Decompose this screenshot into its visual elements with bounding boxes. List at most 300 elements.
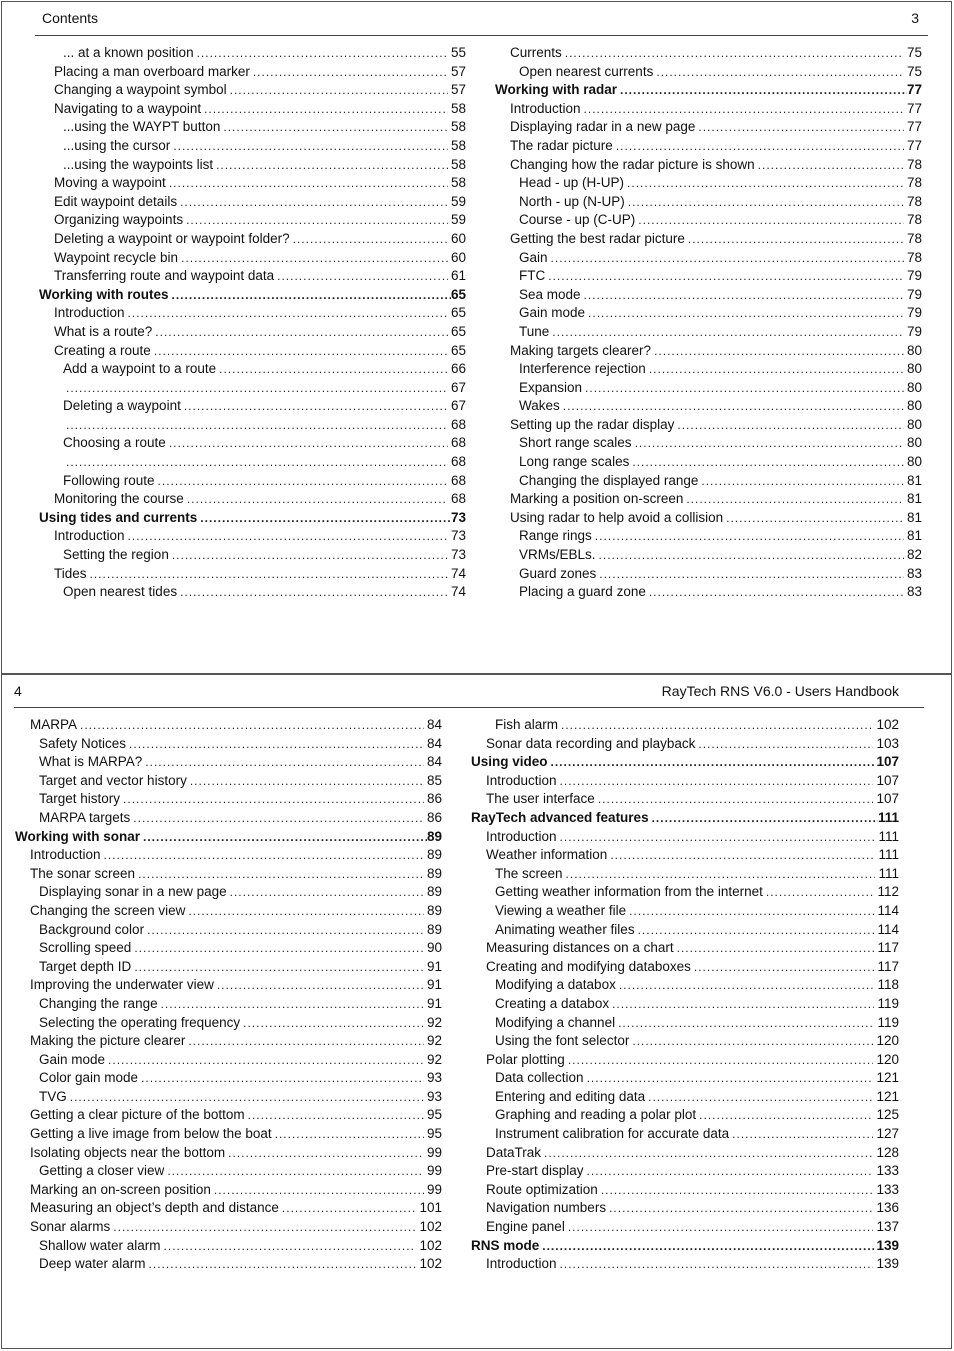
toc-entry-page: 133 (876, 1181, 899, 1197)
toc-entry-page: 95 (426, 1107, 442, 1123)
toc-entry (495, 287, 922, 306)
toc-entry-page: 80 (906, 361, 922, 377)
toc-entry-page: 92 (426, 1033, 442, 1049)
toc-entry (15, 810, 442, 829)
toc-entry (495, 231, 922, 250)
toc-entry (471, 866, 899, 885)
toc-entry-title: ...using the cursor (63, 137, 171, 153)
toc-entry (15, 791, 442, 810)
toc-entry (471, 1089, 899, 1108)
dot-leader (108, 1053, 424, 1067)
toc-entry (495, 64, 922, 83)
toc-entry-title: Safety Notices (39, 735, 127, 751)
dot-leader (766, 885, 875, 899)
toc-entry-title: ... at a known position (63, 45, 194, 60)
toc-entry-title: Wakes (519, 398, 560, 414)
toc-entry-page: 91 (426, 995, 442, 1011)
toc-entry (39, 454, 466, 473)
toc-entry (471, 884, 899, 903)
toc-entry-page: 102 (419, 1256, 442, 1272)
toc-entry-title: Instrument calibration for accurate data (495, 1126, 730, 1142)
toc-chapter-entry (15, 829, 442, 848)
dot-leader (654, 344, 904, 358)
dot-leader (155, 325, 448, 339)
toc-entry-page: 114 (877, 902, 899, 918)
toc-entry-title: Target and vector history (39, 772, 187, 788)
toc-entry-title: Moving a waypoint (54, 175, 166, 191)
toc-chapter-entry (39, 510, 466, 529)
toc-entry-page: 120 (876, 1033, 899, 1049)
toc-entry (15, 1238, 442, 1257)
toc-entry-page: 117 (877, 940, 899, 956)
toc-entry-page: 128 (876, 1144, 899, 1160)
toc-entry-page: 90 (426, 940, 442, 956)
toc-entry-page: 58 (450, 119, 466, 135)
toc-entry-page: 80 (906, 342, 922, 358)
dot-leader (638, 923, 875, 937)
toc-entry-page: 111 (878, 865, 899, 881)
toc-entry (15, 754, 442, 773)
toc-entry-title: Creating a databox (495, 995, 610, 1011)
toc-entry (39, 119, 466, 138)
toc-entry (39, 101, 466, 120)
dot-leader (628, 195, 904, 209)
toc-entry-page: 102 (419, 1237, 442, 1253)
toc-entry-page: 67 (450, 398, 466, 414)
toc-entry-page: 65 (450, 323, 466, 339)
toc-entry-page: 65 (450, 286, 466, 302)
toc-entry (15, 940, 442, 959)
dot-leader (138, 867, 424, 881)
toc-entry-title: Organizing waypoints (54, 212, 184, 228)
toc-entry-page: 102 (876, 717, 899, 732)
toc-entry-title: Sonar data recording and playback (486, 735, 696, 751)
toc-entry (495, 268, 922, 287)
dot-leader (699, 1108, 873, 1122)
toc-entry-page: 73 (450, 528, 466, 544)
toc-entry (471, 717, 899, 736)
dot-leader (167, 1164, 424, 1178)
dot-leader (609, 1201, 873, 1215)
dot-leader (584, 102, 904, 116)
dot-leader (656, 65, 904, 79)
toc-entry (15, 1163, 442, 1182)
toc-entry-title: Viewing a weather file (495, 902, 627, 918)
dot-leader (561, 718, 873, 732)
toc-entry-title: Deleting a waypoint or waypoint folder? (54, 230, 290, 246)
dot-leader (172, 288, 451, 302)
toc-entry (471, 977, 899, 996)
dot-leader (548, 269, 904, 283)
toc-entry (495, 175, 922, 194)
toc-entry (471, 1126, 899, 1145)
dot-leader (180, 585, 448, 599)
toc-entry-page: 86 (426, 809, 442, 825)
toc-entry-page: 114 (877, 921, 899, 937)
toc-entry-title: North - up (N-UP) (519, 193, 625, 209)
toc-entry (495, 250, 922, 269)
dot-leader (619, 978, 875, 992)
toc-entry (39, 45, 466, 64)
toc-entry-title: Open nearest currents (519, 63, 654, 79)
toc-entry-title: FTC (519, 268, 546, 284)
toc-entry-page: 125 (876, 1107, 899, 1123)
toc-entry (495, 435, 922, 454)
toc-entry-title: Changing the screen view (30, 902, 186, 918)
toc-entry-page: 60 (450, 249, 466, 265)
toc-entry-title: Color gain mode (39, 1070, 139, 1086)
dot-leader (649, 585, 904, 599)
toc-entry-page: 67 (450, 379, 466, 395)
toc-entry (15, 1219, 442, 1238)
toc-entry (39, 417, 466, 436)
toc-column-left (15, 717, 442, 1275)
toc-entry-page: 68 (450, 416, 466, 432)
dot-leader (677, 941, 875, 955)
toc-entry-page: 66 (450, 361, 466, 377)
toc-entry (39, 566, 466, 585)
toc-entry-page: 74 (450, 584, 466, 600)
toc-entry-title: Using the font selector (495, 1033, 630, 1049)
dot-leader (248, 1108, 424, 1122)
dot-leader (584, 288, 904, 302)
dot-leader (66, 381, 448, 395)
toc-entry-page: 68 (450, 472, 466, 488)
toc-entry-title: Entering and editing data (495, 1088, 646, 1104)
toc-entry-title: Setting up the radar display (510, 416, 675, 432)
toc-entry (471, 996, 899, 1015)
toc-entry (495, 547, 922, 566)
toc-entry (495, 138, 922, 157)
toc-entry (471, 959, 899, 978)
dot-leader (598, 792, 874, 806)
dot-leader (587, 1071, 874, 1085)
dot-leader (629, 904, 874, 918)
dot-leader (698, 737, 873, 751)
toc-entry (39, 473, 466, 492)
dot-leader (147, 923, 424, 937)
dot-leader (190, 774, 424, 788)
toc-entry-title: Tune (519, 323, 550, 339)
toc-entry-page: 75 (906, 63, 922, 79)
toc-entry-page: 80 (906, 398, 922, 414)
toc-entry-page: 89 (426, 847, 442, 863)
dot-leader (587, 1164, 874, 1178)
toc-entry-title: Gain mode (519, 305, 586, 321)
toc-entry-page: 120 (876, 1051, 899, 1067)
toc-entry (39, 268, 466, 287)
dot-leader (134, 960, 424, 974)
toc-entry-page: 92 (426, 1014, 442, 1030)
toc-entry-page: 117 (877, 958, 899, 974)
toc-chapter-entry (471, 754, 899, 773)
toc-entry (15, 1145, 442, 1164)
toc-entry-title: Working with radar (495, 82, 618, 98)
toc-entry (39, 528, 466, 547)
toc-entry (15, 1107, 442, 1126)
dot-leader (275, 1127, 424, 1141)
toc-entry-page: 60 (450, 230, 466, 246)
dot-leader (164, 1239, 417, 1253)
dot-leader (588, 306, 904, 320)
toc-entry (15, 866, 442, 885)
toc-entry-title: Guard zones (519, 565, 597, 581)
toc-entry-page: 93 (426, 1070, 442, 1086)
dot-leader (632, 1034, 873, 1048)
dot-leader (113, 1220, 416, 1234)
toc-entry (39, 231, 466, 250)
header-page-number: 3 (911, 10, 919, 26)
dot-leader (223, 120, 448, 134)
dot-leader (216, 158, 448, 172)
toc-entry-title: Pre-start display (486, 1163, 584, 1179)
toc-entry-title: Getting a live image from below the boat (30, 1126, 272, 1142)
toc-entry-title: TVG (39, 1088, 67, 1104)
dot-leader (610, 848, 875, 862)
toc-entry-page: 68 (450, 454, 466, 470)
toc-entry-page: 83 (906, 584, 922, 600)
dot-leader (70, 1090, 424, 1104)
toc-entry-title: Graphing and reading a polar plot (495, 1107, 697, 1123)
toc-entry-page: 137 (876, 1219, 899, 1235)
toc-entry-title: Open nearest tides (63, 584, 178, 600)
toc-entry-title: Marking a position on-screen (510, 491, 684, 507)
toc-entry (495, 305, 922, 324)
toc-entry-title: Range rings (519, 528, 592, 544)
toc-entry-page: 91 (426, 977, 442, 993)
toc-entry-page: 81 (906, 528, 922, 544)
toc-entry-title: Gain mode (39, 1051, 106, 1067)
toc-entry-title: Changing the range (39, 995, 158, 1011)
toc-entry-page: 127 (876, 1126, 899, 1142)
dot-leader (618, 1016, 874, 1030)
toc-entry (39, 250, 466, 269)
toc-entry (39, 361, 466, 380)
toc-entry (471, 1200, 899, 1219)
dot-leader (123, 792, 424, 806)
toc-entry-page: 91 (426, 958, 442, 974)
toc-entry-page: 101 (419, 1200, 442, 1216)
toc-entry-title: Sonar alarms (30, 1219, 111, 1235)
toc-entry (15, 736, 442, 755)
toc-entry-title: Getting the best radar picture (510, 230, 685, 246)
toc-entry-title: Getting weather information from the internet (495, 884, 763, 900)
toc-entry (15, 1126, 442, 1145)
toc-entry (15, 1256, 442, 1275)
toc-entry (15, 996, 442, 1015)
dot-leader (726, 511, 904, 525)
dot-leader (649, 362, 904, 376)
toc-chapter-entry (39, 287, 466, 306)
toc-entry (471, 1219, 899, 1238)
toc-entry (495, 343, 922, 362)
dot-leader (698, 120, 904, 134)
toc-entry (39, 305, 466, 324)
toc-entry-title: The user interface (486, 791, 595, 807)
toc-entry-title: The sonar screen (30, 865, 136, 881)
toc-entry-page: 112 (877, 884, 899, 900)
toc-entry (495, 528, 922, 547)
toc-entry-title: The radar picture (510, 137, 613, 153)
toc-entry-page: 80 (906, 379, 922, 395)
toc-entry-title: Selecting the operating frequency (39, 1014, 241, 1030)
toc-entry (15, 717, 442, 736)
dot-leader (230, 885, 424, 899)
toc-entry (495, 324, 922, 343)
toc-entry-page: 81 (906, 472, 922, 488)
toc-entry (15, 773, 442, 792)
toc-entry (471, 736, 899, 755)
toc-entry-title: Improving the underwater view (30, 977, 214, 993)
toc-entry-title: Scrolling speed (39, 940, 132, 956)
toc-entry-page: 92 (426, 1051, 442, 1067)
toc-entry-title: Setting the region (63, 547, 169, 563)
dot-leader (616, 139, 904, 153)
dot-leader (186, 213, 448, 227)
dot-leader (187, 492, 448, 506)
toc-entry (471, 922, 899, 941)
toc-entry-page: 83 (906, 565, 922, 581)
toc-entry-page: 81 (906, 509, 922, 525)
toc-entry-title: Working with routes (39, 286, 169, 302)
dot-leader (230, 83, 448, 97)
toc-entry-title: Sea mode (519, 286, 581, 302)
dot-leader (80, 718, 424, 732)
toc-entry-page: 84 (426, 717, 442, 732)
toc-entry (471, 1052, 899, 1071)
toc-entry-page: 77 (906, 119, 922, 135)
toc-entry-title: Displaying radar in a new page (510, 119, 696, 135)
toc-entry-page: 73 (450, 509, 466, 525)
toc-entry-title: Deleting a waypoint (63, 398, 181, 414)
dot-leader (173, 139, 448, 153)
toc-entry (495, 417, 922, 436)
toc-entry (15, 922, 442, 941)
toc-entry-page: 80 (906, 435, 922, 451)
page-bottom (1, 674, 952, 1349)
toc-entry (39, 175, 466, 194)
toc-entry-page: 78 (906, 212, 922, 228)
toc-entry-title: Target depth ID (39, 958, 132, 974)
toc-entry-page: 79 (906, 305, 922, 321)
dot-leader (134, 941, 424, 955)
toc-entry-title: Introduction (54, 528, 125, 544)
dot-leader (180, 195, 448, 209)
toc-entry-title: Marking an on-screen position (30, 1181, 211, 1197)
dot-leader (620, 83, 907, 97)
toc-entry-page: 119 (877, 1014, 899, 1030)
toc-entry (495, 380, 922, 399)
toc-entry-title: Weather information (486, 847, 608, 863)
dot-leader (184, 399, 448, 413)
toc-entry-page: 78 (906, 193, 922, 209)
dot-leader (652, 811, 878, 825)
dot-leader (228, 1146, 424, 1160)
dot-leader (677, 418, 904, 432)
toc-entry-page: 111 (878, 847, 899, 863)
dot-leader (253, 65, 448, 79)
toc-entry-title: Data collection (495, 1070, 584, 1086)
toc-entry-page: 119 (877, 995, 899, 1011)
toc-entry-title: RayTech advanced features (471, 809, 649, 825)
toc-entry-page: 78 (906, 230, 922, 246)
toc-entry-page: 111 (878, 828, 899, 844)
toc-entry-page: 80 (906, 416, 922, 432)
toc-entry (495, 584, 922, 603)
toc-entry-page: 139 (876, 1237, 899, 1253)
toc-entry-title: Creating and modifying databoxes (486, 958, 691, 974)
toc-chapter-entry (471, 810, 899, 829)
toc-entry-page: 77 (906, 137, 922, 153)
toc-entry-title: MARPA targets (39, 809, 131, 825)
toc-entry-title: Isolating objects near the bottom (30, 1144, 226, 1160)
toc-entry-page: 93 (426, 1088, 442, 1104)
dot-leader (542, 1239, 876, 1253)
toc-entry-title: Target history (39, 791, 121, 807)
dot-leader (277, 269, 448, 283)
toc-entry-page: 99 (426, 1144, 442, 1160)
toc-entry-page: 68 (450, 491, 466, 507)
dot-leader (66, 455, 448, 469)
toc-entry-page: 68 (450, 435, 466, 451)
toc-entry (15, 1182, 442, 1201)
dot-leader (635, 436, 904, 450)
toc-entry-page: 136 (876, 1200, 899, 1216)
toc-entry-title: Introduction (30, 847, 101, 863)
toc-entry-title: Changing the displayed range (519, 472, 699, 488)
toc-entry (495, 101, 922, 120)
toc-entry-page: 58 (450, 175, 466, 191)
toc-entry-page: 55 (450, 45, 466, 60)
dot-leader (188, 904, 424, 918)
dot-leader (551, 251, 904, 265)
toc-entry (15, 977, 442, 996)
toc-entry (39, 194, 466, 213)
toc-entry (15, 1070, 442, 1089)
toc-entry-title: Changing how the radar picture is shown (510, 156, 755, 172)
toc-entry (495, 510, 922, 529)
toc-entry (39, 547, 466, 566)
toc-entry (471, 903, 899, 922)
toc-entry-title: Shallow water alarm (39, 1237, 161, 1253)
dot-leader (214, 1183, 424, 1197)
dot-leader (595, 529, 904, 543)
toc-entry-page: 111 (877, 809, 899, 825)
dot-leader (732, 1127, 873, 1141)
toc-entry-page: 77 (906, 100, 922, 116)
toc-entry (495, 361, 922, 380)
toc-entry-title: Gain (519, 249, 548, 265)
toc-entry (471, 1033, 899, 1052)
toc-entry-title: What is MARPA? (39, 754, 143, 770)
dot-leader (552, 325, 904, 339)
toc-entry (15, 903, 442, 922)
toc-entry-title: Getting a clear picture of the bottom (30, 1107, 245, 1123)
toc-entry-title: RNS mode (471, 1237, 540, 1253)
toc-entry (39, 435, 466, 454)
header-page-number: 4 (14, 683, 22, 699)
dot-leader (560, 1257, 874, 1271)
toc-entry (39, 212, 466, 231)
toc-entry (495, 212, 922, 231)
toc-entry-title: Edit waypoint details (54, 193, 178, 209)
toc-entry (15, 1033, 442, 1052)
toc-entry-page: 89 (426, 921, 442, 937)
toc-entry (471, 1163, 899, 1182)
toc-entry-title: Long range scales (519, 454, 630, 470)
toc-entry-title: Introduction (510, 100, 581, 116)
toc-entry-page: 107 (876, 754, 899, 770)
